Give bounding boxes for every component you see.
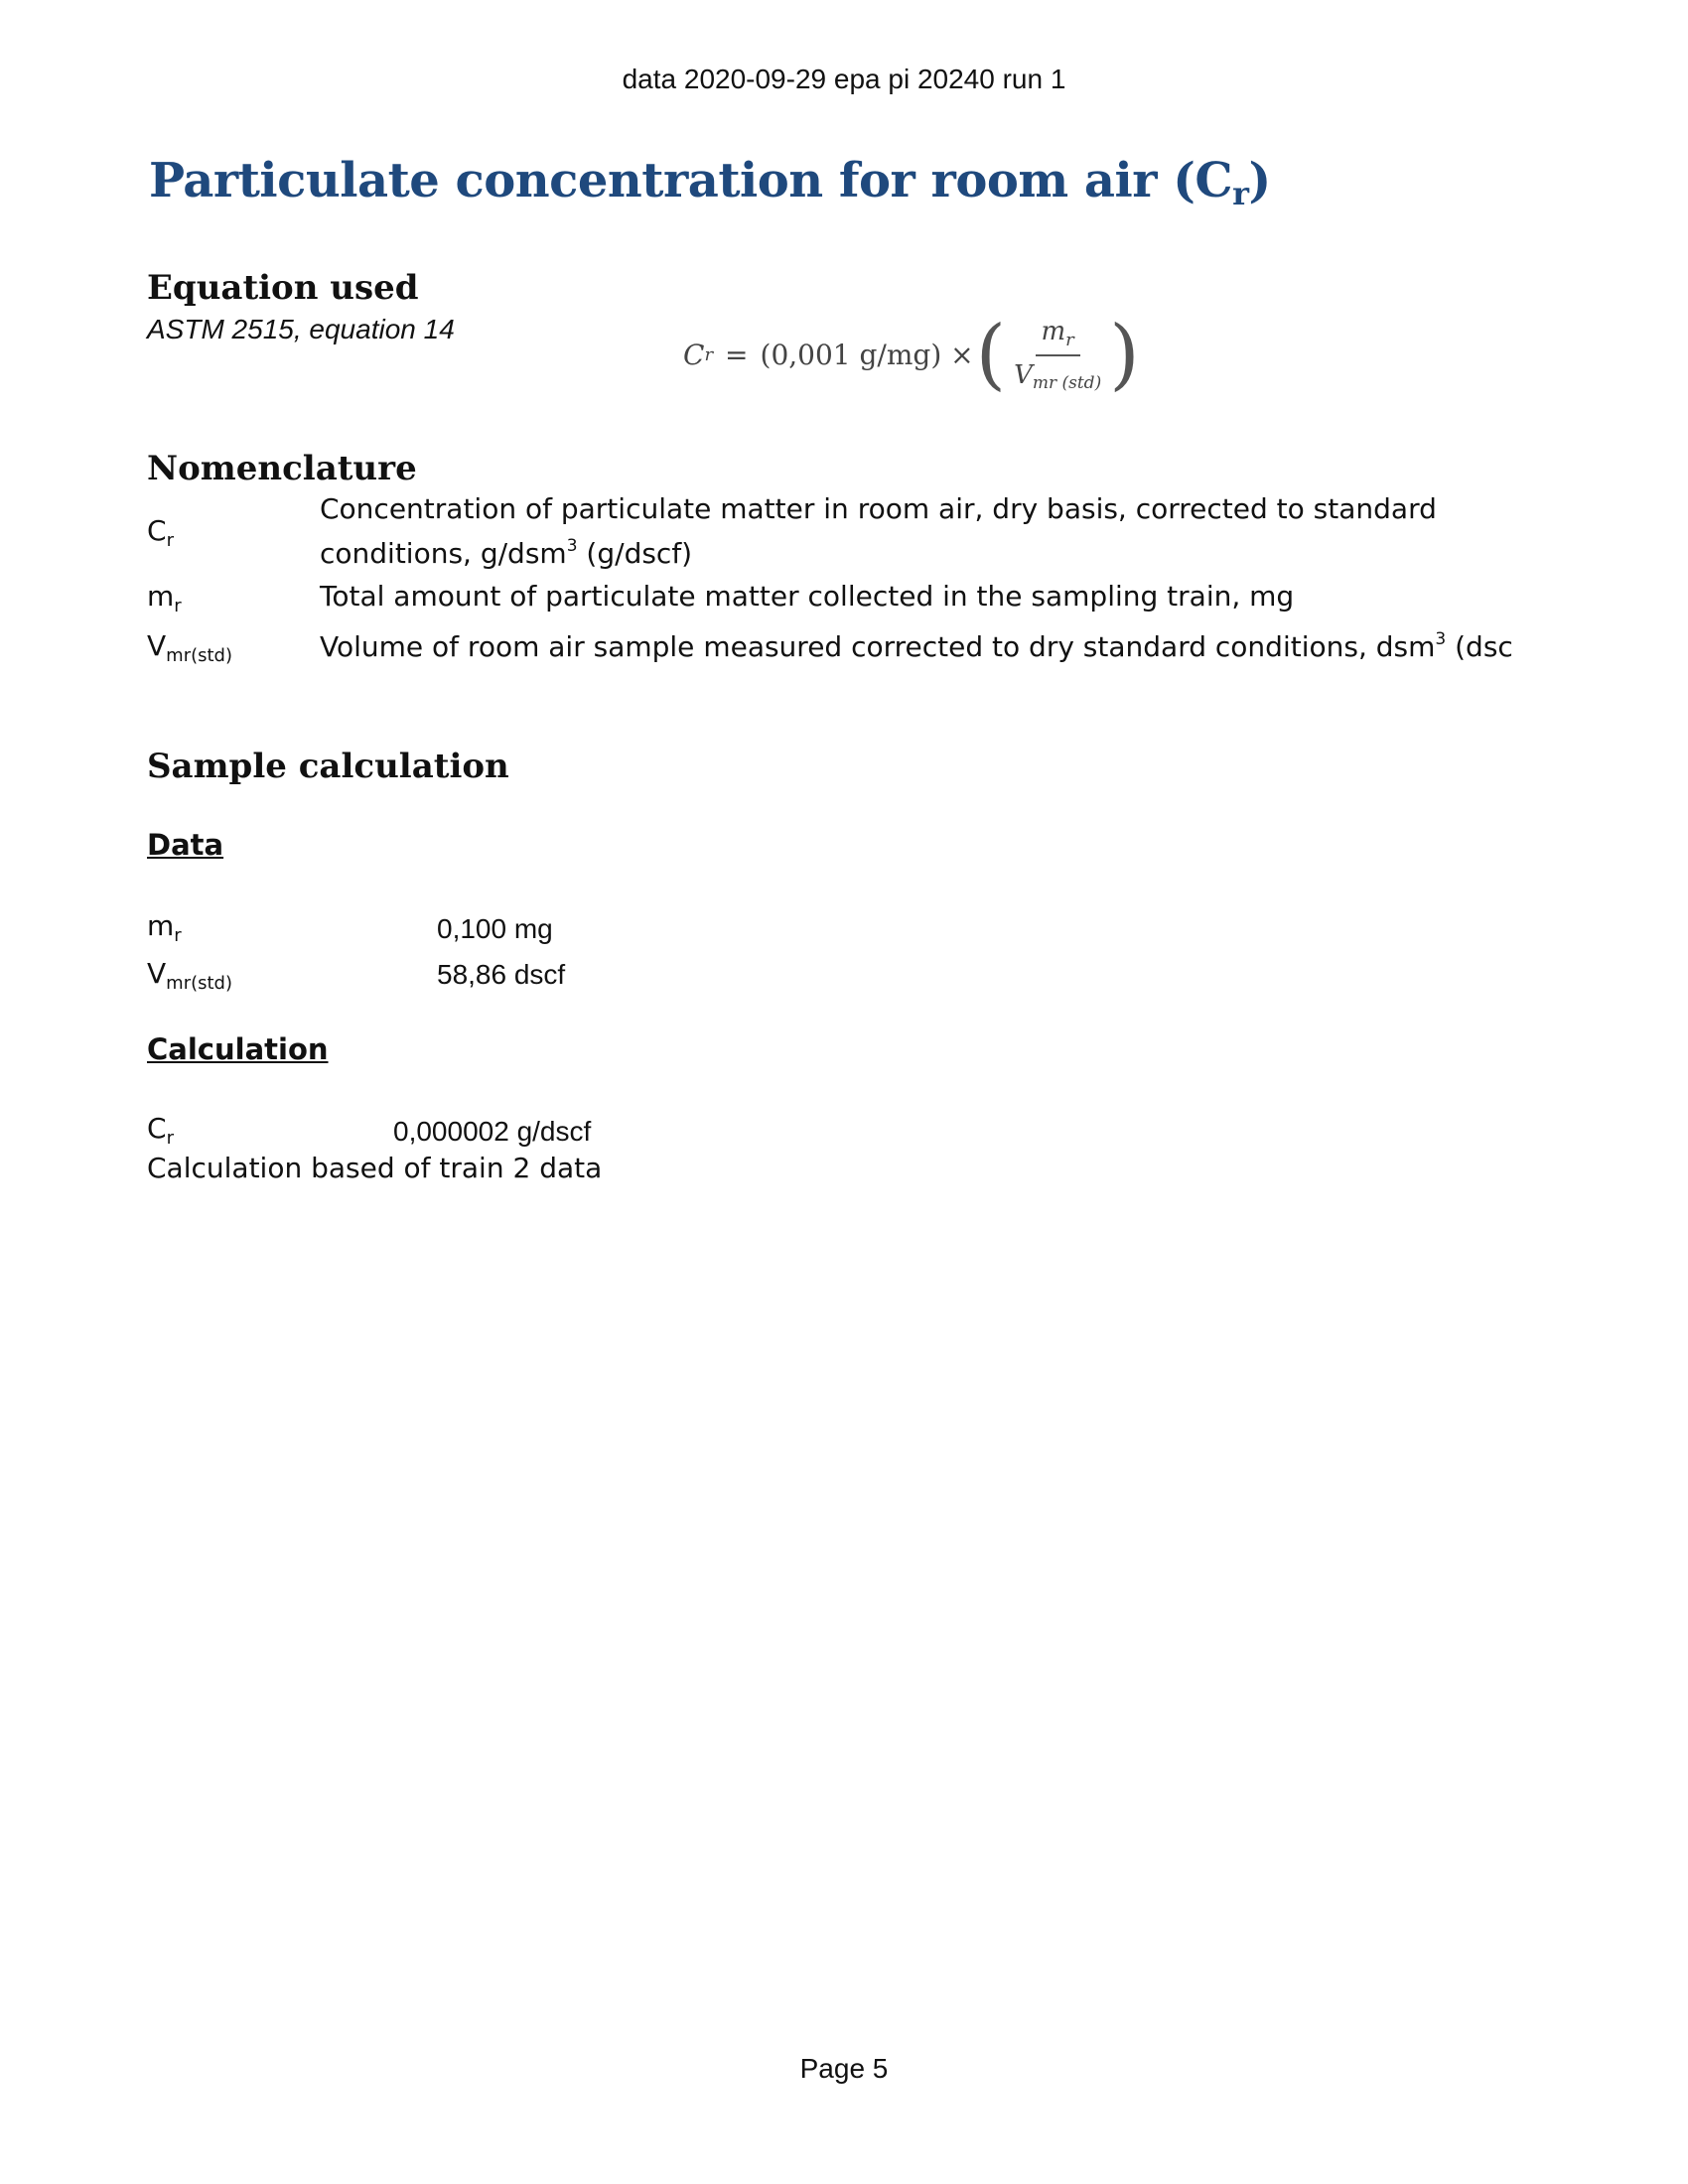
eq-close-paren: ) xyxy=(1109,310,1140,399)
nomenclature-symbol: $C_r$ xyxy=(147,514,174,551)
data-value: 58,86 dscf xyxy=(437,959,566,990)
nomenclature-definition: Concentration of particulate matter in room air, dry basis, corrected to standard xyxy=(320,492,1437,525)
equation-reference: ASTM 2515, equation 14 xyxy=(147,314,455,344)
title-subscript: r xyxy=(1232,175,1249,212)
data-symbol: $m_r$ xyxy=(147,909,182,946)
page-title xyxy=(149,153,1271,212)
nomenclature-definition: Volume of room air sample measured corrected to dry standard conditions, dsm$^3$ (dsc xyxy=(320,629,1513,663)
eq-denominator: $V_{mr (std)}$ xyxy=(1014,359,1102,393)
nomenclature-symbol: $V_{mr(std)}$ xyxy=(147,629,232,666)
running-header: data 2020-09-29 epa pi 20240 run 1 xyxy=(622,64,1066,94)
eq-equals: = xyxy=(725,338,749,371)
nomenclature-symbol: $m_r$ xyxy=(147,580,182,616)
sample-heading: Sample calculation xyxy=(147,747,509,786)
page-number: Page 5 xyxy=(799,2053,889,2084)
eq-lhs: C xyxy=(683,338,705,371)
nomenclature-heading: Nomenclature xyxy=(147,449,417,488)
data-heading: Data xyxy=(147,828,224,862)
title-text: Particulate concentration for room air (C xyxy=(149,153,1233,208)
data-value: 0,100 mg xyxy=(437,913,553,944)
equation-heading: Equation used xyxy=(147,268,419,308)
nomenclature-definition: Total amount of particulate matter collected in the sampling train, mg xyxy=(320,580,1295,613)
eq-lhs-sub: r xyxy=(704,343,714,365)
calculation-note: Calculation based of train 2 data xyxy=(147,1152,603,1184)
result-value: 0,000002 g/dscf xyxy=(393,1116,592,1147)
eq-constant: (0,001 g/mg) × xyxy=(760,338,974,371)
title-close: ) xyxy=(1248,153,1271,208)
calculation-heading: Calculation xyxy=(147,1032,329,1066)
eq-fraction xyxy=(1008,317,1107,393)
data-symbol: $V_{mr(std)}$ xyxy=(147,957,232,994)
nomenclature-definition: conditions, g/dsm$^3$ (g/dscf) xyxy=(320,536,693,570)
result-symbol: $C_r$ xyxy=(147,1112,174,1149)
eq-open-paren: ( xyxy=(975,310,1007,399)
eq-numerator: $m_r$ xyxy=(1036,317,1080,356)
equation-formula xyxy=(683,310,1142,399)
